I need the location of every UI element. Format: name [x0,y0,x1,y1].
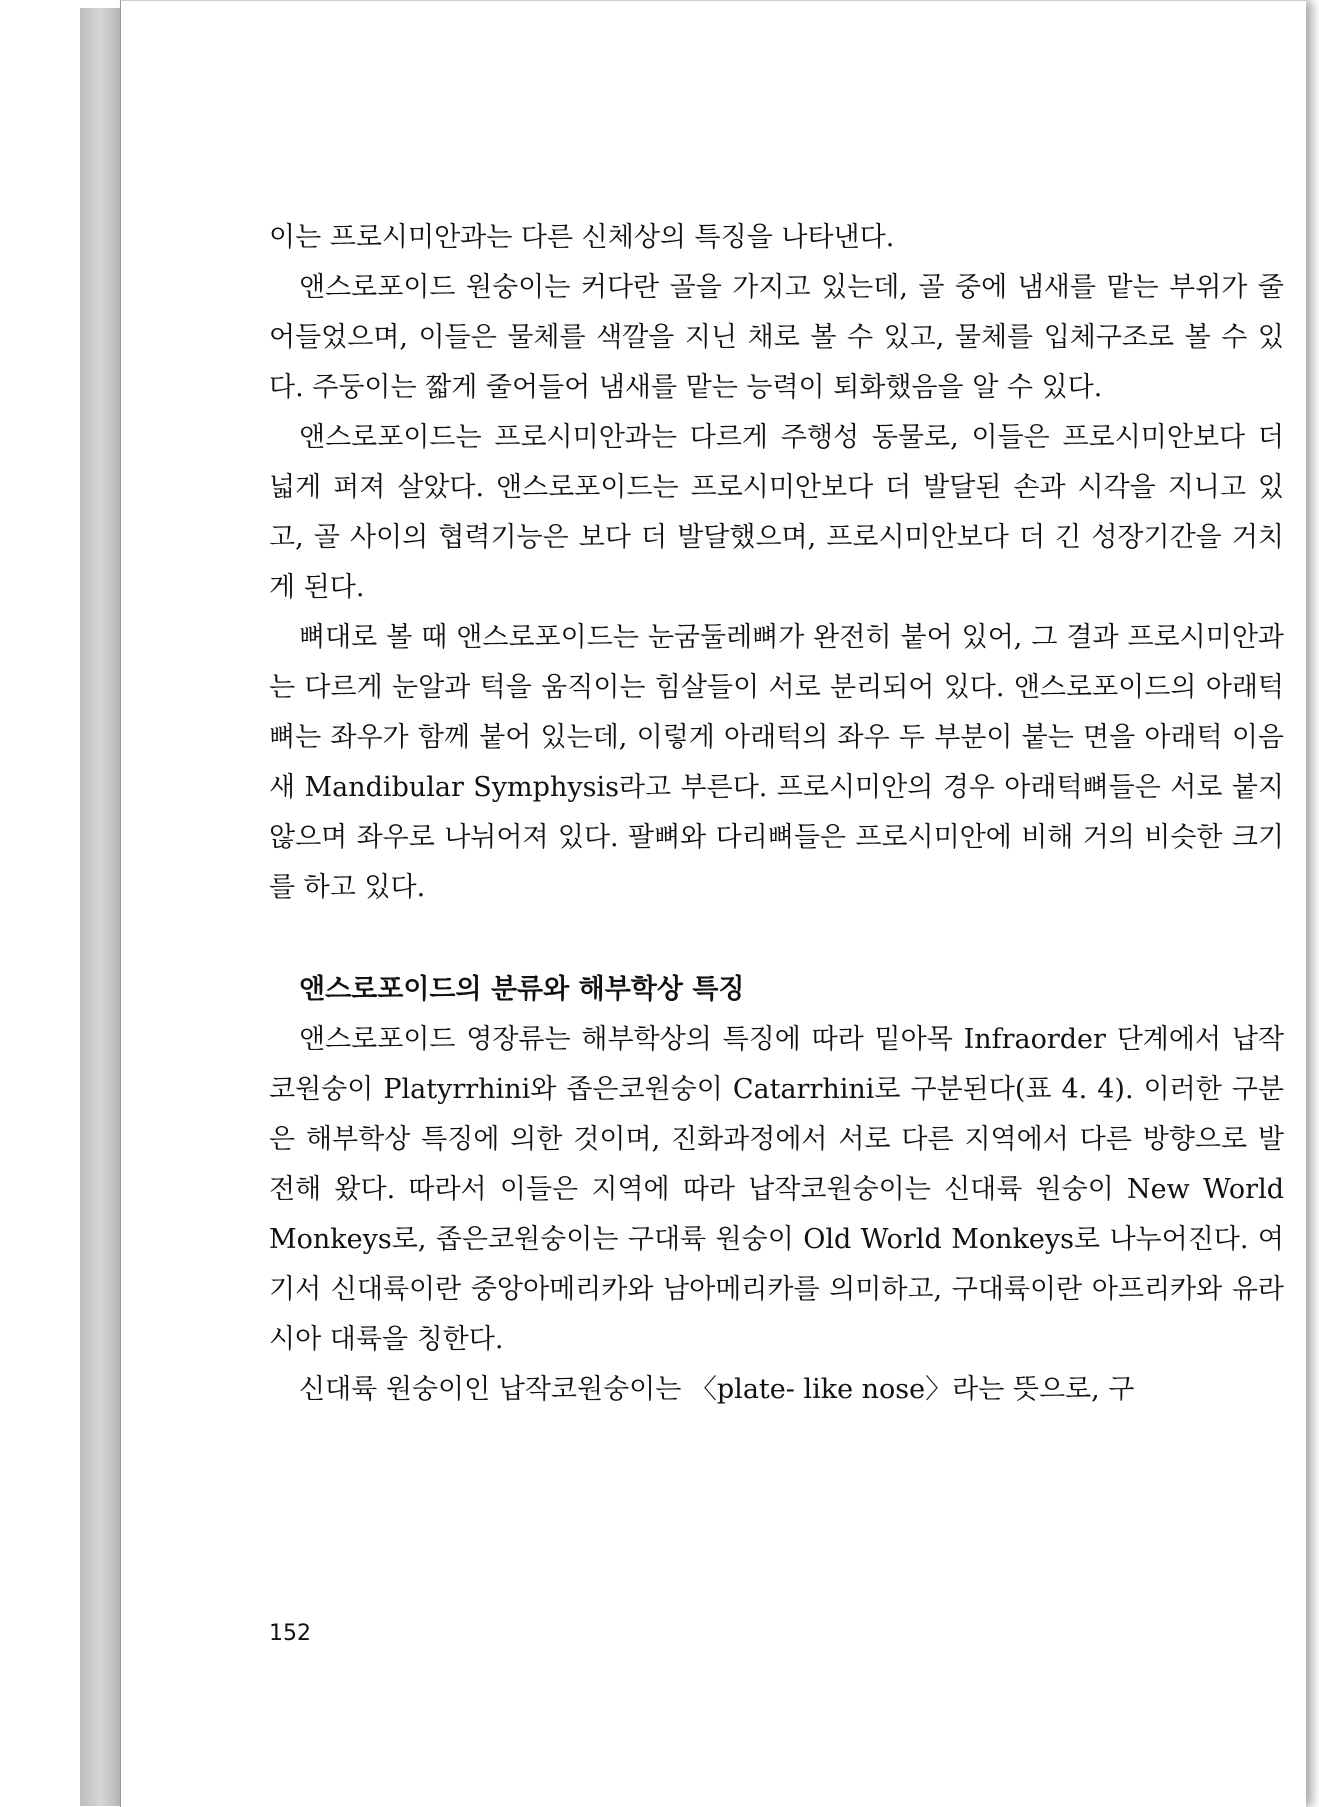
paragraph: 앤스로포이드는 프로시미안과는 다르게 주행성 동물로, 이들은 프로시미안보다 더 넓게 퍼져 살았다. 앤스로포이드는 프로시미안보다 더 발달된 손과 시각을 지니고 있고, 골 사이의 협력기능은 보다 더 발달했으며, 프로시미안보다 더 긴 성장기간을 거치게 된다. [269,422,1284,603]
paragraph: 이는 프로시미안과는 다른 신체상의 특징을 나타낸다. [269,222,895,253]
section-heading: 앤스로포이드의 분류와 해부학상 특징 [299,974,745,1005]
paragraph: 신대륙 원숭이인 납작코원숭이는 〈plate- like nose〉라는 뜻으로, 구 [299,1374,1135,1405]
book-page [120,0,1306,1807]
paragraph: 앤스로포이드 영장류는 해부학상의 특징에 따라 밑아목 Infraorder 단계에서 납작코원숭이 Platyrrhini와 좁은코원숭이 Catarrhini로 구분된다(표 4. 4). 이러한 구분은 해부학상 특징에 의한 것이며, 진화과정에서 서로 다른 지역에서 다른 방향으로 발전해 왔다. 따라서 이들은 지역에 따라 납작코원숭이는 신대륙 원숭이 New World Monkeys로, 좁은코원숭이는 구대륙 원숭이 Old World Monkeys로 나누어진다. 여기서 신대륙이란 중앙아메리카와 남아메리카를 의미하고, 구대륙이란 아프리카와 유라시아 대륙을 칭한다. [269,1024,1284,1355]
paragraph: 앤스로포이드 원숭이는 커다란 골을 가지고 있는데, 골 중에 냄새를 맡는 부위가 줄어들었으며, 이들은 물체를 색깔을 지닌 채로 볼 수 있고, 물체를 입체구조로 볼 수 있다. 주둥이는 짧게 줄어들어 냄새를 맡는 능력이 퇴화했음을 알 수 있다. [269,272,1284,403]
body-text [269,213,1284,1415]
book-spine-edge [80,8,122,1806]
paragraph: 뼈대로 볼 때 앤스로포이드는 눈굼둘레뼈가 완전히 붙어 있어, 그 결과 프로시미안과는 다르게 눈알과 턱을 움직이는 힘살들이 서로 분리되어 있다. 앤스로포이드의 아래턱뼈는 좌우가 함께 붙어 있는데, 이렇게 아래턱의 좌우 두 부분이 붙는 면을 아래턱 이음새 Mandibular Symphysis라고 부른다. 프로시미안의 경우 아래턱뼈들은 서로 붙지 않으며 좌우로 나뉘어져 있다. 팔뼈와 다리뼈들은 프로시미안에 비해 거의 비슷한 크기를 하고 있다. [269,622,1284,903]
page-number: 152 [269,1621,311,1646]
